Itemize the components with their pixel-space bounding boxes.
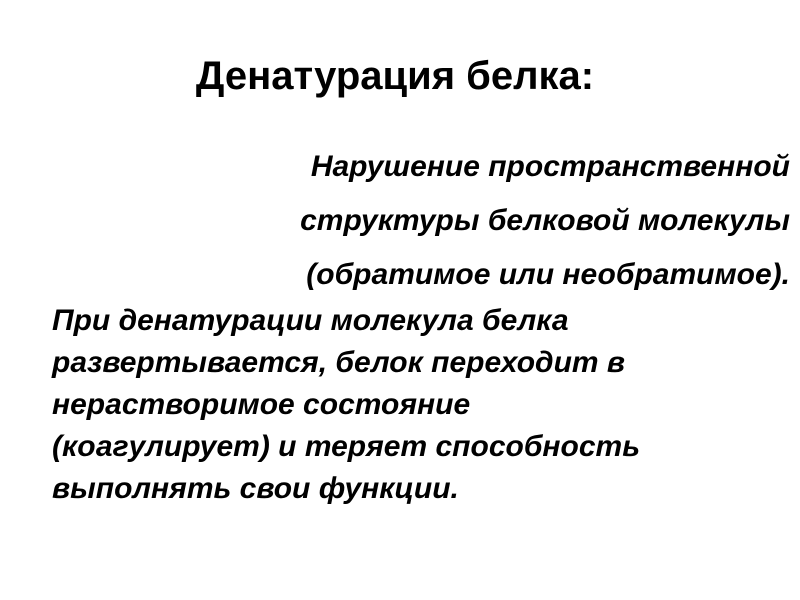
slide-subtitle [190,140,790,302]
body-line: развертывается, белок переходит в [52,346,626,379]
subtitle-line: структуры белковой молекулы [300,204,790,237]
slide-title: Денатурация белка: [195,54,595,98]
subtitle-line: Нарушение пространственной [310,150,790,183]
body-line: При денатурации молекула белка [52,304,569,337]
body-line: выполнять свои функции. [52,472,459,505]
body-line: (коагулирует) и теряет способность [52,430,641,463]
body-line: нерастворимое состояние [52,388,471,421]
slide-body-paragraph [52,300,782,510]
subtitle-line: (обратимое или необратимое). [306,258,790,291]
